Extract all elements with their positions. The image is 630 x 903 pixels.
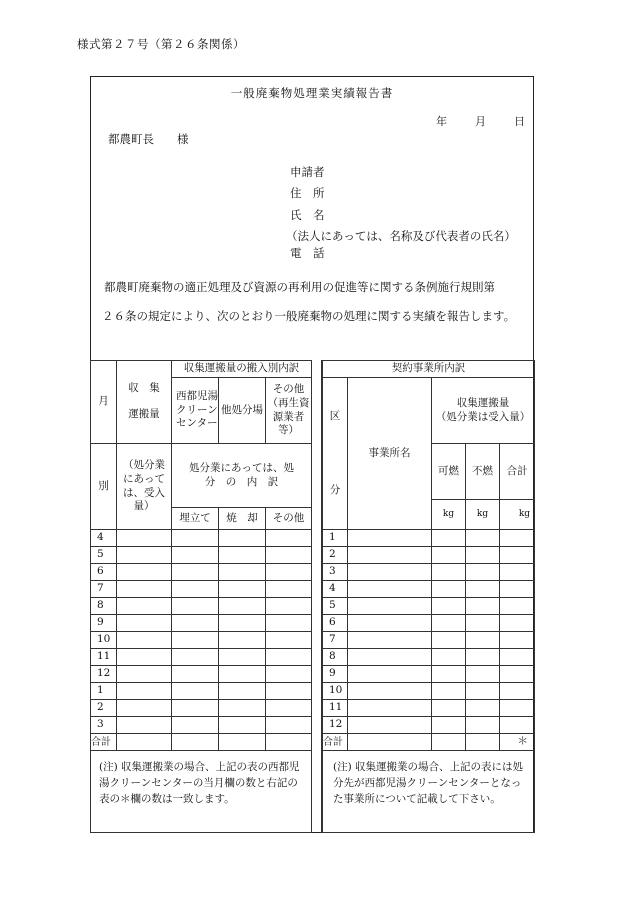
data-cell[interactable] <box>172 615 219 632</box>
left-note: (注) 収集運搬業の場合、上記の表の西都児湯クリーンセンターの当月欄の数と右記の表の＊欄の数は一致します。 <box>91 751 312 833</box>
table-row <box>323 666 535 683</box>
body-line-1: 都農町廃棄物の適正処理及び資源の再利用の促進等に関する条例施行規則第 <box>104 280 495 294</box>
data-cell[interactable] <box>219 615 266 632</box>
data-cell[interactable] <box>500 598 535 615</box>
table-row <box>323 615 535 632</box>
data-cell[interactable] <box>466 717 500 734</box>
table-row <box>323 649 535 666</box>
month-cell: 2 <box>91 700 117 717</box>
data-cell[interactable] <box>348 649 432 666</box>
table-row <box>323 564 535 581</box>
data-cell[interactable] <box>117 615 172 632</box>
data-cell[interactable] <box>172 598 219 615</box>
table-row <box>323 530 535 547</box>
month-cell: 10 <box>91 632 117 649</box>
table-row <box>323 683 535 700</box>
data-cell[interactable] <box>117 598 172 615</box>
month-cell: 5 <box>91 547 117 564</box>
data-cell[interactable] <box>348 717 432 734</box>
data-cell[interactable] <box>172 530 219 547</box>
office-name-header: 事業所名 <box>348 378 432 530</box>
data-cell[interactable] <box>117 530 172 547</box>
data-cell[interactable] <box>117 717 172 734</box>
burnable-header: 可燃 <box>432 444 466 500</box>
data-cell[interactable] <box>219 649 266 666</box>
data-cell[interactable] <box>348 700 432 717</box>
data-cell[interactable] <box>219 717 266 734</box>
data-cell[interactable] <box>348 683 432 700</box>
data-cell[interactable] <box>266 598 312 615</box>
total-label: 合計 <box>91 734 117 751</box>
data-cell[interactable] <box>348 564 432 581</box>
month-col-header: 月 <box>91 361 117 444</box>
data-cell[interactable] <box>432 547 466 564</box>
data-cell[interactable] <box>500 649 535 666</box>
data-cell[interactable] <box>432 581 466 598</box>
data-cell[interactable] <box>432 700 466 717</box>
row-number: 5 <box>323 598 348 615</box>
date-year[interactable]: 年 <box>436 115 447 128</box>
table-row <box>91 564 312 581</box>
data-cell[interactable] <box>466 547 500 564</box>
data-cell[interactable] <box>219 564 266 581</box>
data-cell[interactable] <box>266 666 312 683</box>
kubun-header <box>323 378 348 530</box>
collect-header <box>117 361 172 444</box>
date-line <box>436 113 525 129</box>
data-cell[interactable] <box>348 581 432 598</box>
data-cell[interactable] <box>466 683 500 700</box>
form-title: 一般廃棄物処理業実績報告書 <box>230 86 394 100</box>
row-number: 10 <box>323 683 348 700</box>
data-cell[interactable] <box>266 581 312 598</box>
left-table <box>90 360 312 833</box>
total-row <box>323 734 535 751</box>
table-row <box>91 615 312 632</box>
data-cell[interactable] <box>500 632 535 649</box>
total-label: 合計 <box>323 734 348 751</box>
table-row <box>91 632 312 649</box>
data-cell[interactable] <box>117 632 172 649</box>
data-cell[interactable] <box>172 649 219 666</box>
month-cell: 9 <box>91 615 117 632</box>
data-cell[interactable] <box>432 649 466 666</box>
data-cell[interactable] <box>117 564 172 581</box>
table-row <box>91 700 312 717</box>
row-number: 7 <box>323 632 348 649</box>
data-cell[interactable] <box>466 581 500 598</box>
data-cell[interactable] <box>266 683 312 700</box>
month-cell: 1 <box>91 683 117 700</box>
right-rows <box>323 530 535 751</box>
table-row <box>323 717 535 734</box>
data-cell[interactable] <box>219 666 266 683</box>
row-number: 2 <box>323 547 348 564</box>
data-cell[interactable] <box>117 700 172 717</box>
other-header: その他 <box>266 508 312 530</box>
data-cell[interactable] <box>432 564 466 581</box>
month-cell: 7 <box>91 581 117 598</box>
left-month-rows <box>91 530 312 751</box>
date-month[interactable]: 月 <box>475 115 486 128</box>
table-row <box>91 598 312 615</box>
right-table <box>322 360 535 833</box>
data-cell[interactable] <box>466 615 500 632</box>
nonburnable-header: 不燃 <box>466 444 500 500</box>
row-number: 6 <box>323 615 348 632</box>
data-cell[interactable] <box>348 615 432 632</box>
table-row <box>323 598 535 615</box>
data-cell[interactable] <box>117 581 172 598</box>
body-line-2: ２６条の規定により、次のとおり一般廃棄物の処理に関する実績を報告します。 <box>102 309 516 323</box>
data-cell[interactable] <box>348 734 432 751</box>
row-number: 12 <box>323 717 348 734</box>
total-row <box>91 734 312 751</box>
data-cell[interactable] <box>266 530 312 547</box>
data-cell[interactable] <box>219 547 266 564</box>
data-cell[interactable] <box>172 564 219 581</box>
data-cell[interactable] <box>432 632 466 649</box>
data-cell[interactable] <box>348 547 432 564</box>
table-divider <box>311 360 322 833</box>
sum-header: 合計 <box>500 444 535 500</box>
data-cell[interactable] <box>348 530 432 547</box>
nishitsuno-header: 西都児湯クリーンセンター <box>172 378 219 444</box>
data-cell[interactable] <box>432 598 466 615</box>
right-note: (注) 収集運搬業の場合、上記の表には処分先が西都児湯クリーンセンターとなった事業所について記載して下さい。 <box>323 751 535 833</box>
data-cell[interactable] <box>466 598 500 615</box>
row-number: 9 <box>323 666 348 683</box>
data-cell[interactable] <box>219 700 266 717</box>
collect-amount-header <box>432 378 535 444</box>
month-cell: 4 <box>91 530 117 547</box>
data-cell[interactable] <box>266 734 312 751</box>
data-cell[interactable] <box>432 734 466 751</box>
data-cell[interactable] <box>266 615 312 632</box>
date-day[interactable]: 日 <box>514 115 525 128</box>
data-cell[interactable] <box>348 598 432 615</box>
month-cell: 12 <box>91 666 117 683</box>
form-code: 様式第２７号（第２６条関係） <box>77 37 245 51</box>
betsu-header: 別 <box>91 444 117 530</box>
data-cell[interactable] <box>432 666 466 683</box>
data-cell[interactable] <box>266 547 312 564</box>
data-cell[interactable] <box>266 632 312 649</box>
data-cell[interactable] <box>348 666 432 683</box>
row-number: 3 <box>323 564 348 581</box>
table-row <box>91 649 312 666</box>
month-cell: 11 <box>91 649 117 666</box>
row-number: 8 <box>323 649 348 666</box>
row-number: 11 <box>323 700 348 717</box>
data-cell[interactable] <box>219 734 266 751</box>
name-label[interactable]: 氏 名 <box>290 208 325 222</box>
corp-note: （法人にあっては、名称及び代表者の氏名） <box>286 229 516 243</box>
data-cell[interactable] <box>266 564 312 581</box>
collect-amount-label: 収集運搬量 <box>456 396 510 409</box>
disposal-note: 処分業にあっては、処 分 の 内 訳 <box>172 444 312 508</box>
table-row <box>323 581 535 598</box>
table-row <box>91 717 312 734</box>
others-header: その他（再生資源業者等） <box>266 378 312 444</box>
table-row <box>91 547 312 564</box>
ku-label: 区 <box>329 409 341 422</box>
data-cell[interactable] <box>500 717 535 734</box>
row-number: 4 <box>323 581 348 598</box>
data-cell[interactable] <box>466 649 500 666</box>
data-cell[interactable] <box>432 683 466 700</box>
address-label[interactable]: 住 所 <box>290 186 325 200</box>
data-cell[interactable] <box>266 700 312 717</box>
data-cell[interactable] <box>466 564 500 581</box>
data-cell[interactable] <box>117 547 172 564</box>
data-cell[interactable] <box>172 666 219 683</box>
data-cell[interactable] <box>266 649 312 666</box>
table-row <box>323 547 535 564</box>
other-disposal-header: 他処分場 <box>219 378 266 444</box>
data-cell[interactable] <box>500 615 535 632</box>
data-cell[interactable] <box>219 683 266 700</box>
data-cell[interactable] <box>172 581 219 598</box>
data-cell[interactable] <box>466 632 500 649</box>
data-cell[interactable] <box>348 632 432 649</box>
data-cell[interactable] <box>172 547 219 564</box>
applicant-label: 申請者 <box>290 165 325 179</box>
data-cell[interactable] <box>117 666 172 683</box>
month-cell: 3 <box>91 717 117 734</box>
month-cell: 6 <box>91 564 117 581</box>
data-cell[interactable] <box>172 734 219 751</box>
data-cell[interactable] <box>432 530 466 547</box>
data-cell[interactable] <box>500 581 535 598</box>
table-row <box>91 581 312 598</box>
collect-header-2: 運搬量 <box>128 408 160 420</box>
incinerate-header: 焼 却 <box>219 508 266 530</box>
table-row <box>91 530 312 547</box>
breakdown-header: 収集運搬量の搬入別内訳 <box>172 361 312 378</box>
unit-kg: kg <box>432 500 466 530</box>
data-cell[interactable] <box>500 564 535 581</box>
bun-label: 分 <box>329 483 341 496</box>
data-cell[interactable] <box>266 717 312 734</box>
data-cell[interactable] <box>172 632 219 649</box>
data-cell[interactable] <box>219 632 266 649</box>
data-cell[interactable] <box>500 683 535 700</box>
data-cell[interactable] <box>500 530 535 547</box>
collect-header-1: 収 集 <box>128 382 160 395</box>
phone-label[interactable]: 電 話 <box>290 246 325 260</box>
collect-note: （処分業にあっては、受入量） <box>117 444 172 530</box>
asterisk-cell[interactable]: ＊ <box>500 734 535 751</box>
unit-kg: kg <box>500 500 535 530</box>
landfill-header: 埋立て <box>172 508 219 530</box>
data-cell[interactable] <box>117 649 172 666</box>
month-cell: 8 <box>91 598 117 615</box>
table-row <box>91 666 312 683</box>
data-cell[interactable] <box>117 734 172 751</box>
data-cell[interactable] <box>172 700 219 717</box>
addressee: 都農町長 様 <box>108 132 189 146</box>
data-cell[interactable] <box>432 615 466 632</box>
unit-kg: kg <box>466 500 500 530</box>
data-cell[interactable] <box>432 717 466 734</box>
data-cell[interactable] <box>219 530 266 547</box>
data-cell[interactable] <box>219 598 266 615</box>
data-cell[interactable] <box>500 666 535 683</box>
table-row <box>323 632 535 649</box>
data-cell[interactable] <box>172 683 219 700</box>
data-cell[interactable] <box>219 581 266 598</box>
data-cell[interactable] <box>466 530 500 547</box>
data-cell[interactable] <box>500 547 535 564</box>
row-number: 1 <box>323 530 348 547</box>
contract-header: 契約事業所内訳 <box>323 361 535 378</box>
data-cell[interactable] <box>117 683 172 700</box>
table-row <box>91 683 312 700</box>
table-row <box>323 700 535 717</box>
collect-amount-sub: （処分業は受入量） <box>435 410 531 423</box>
data-cell[interactable] <box>500 700 535 717</box>
data-cell[interactable] <box>172 717 219 734</box>
data-cell[interactable] <box>466 666 500 683</box>
data-cell[interactable] <box>466 700 500 717</box>
data-cell[interactable] <box>466 734 500 751</box>
